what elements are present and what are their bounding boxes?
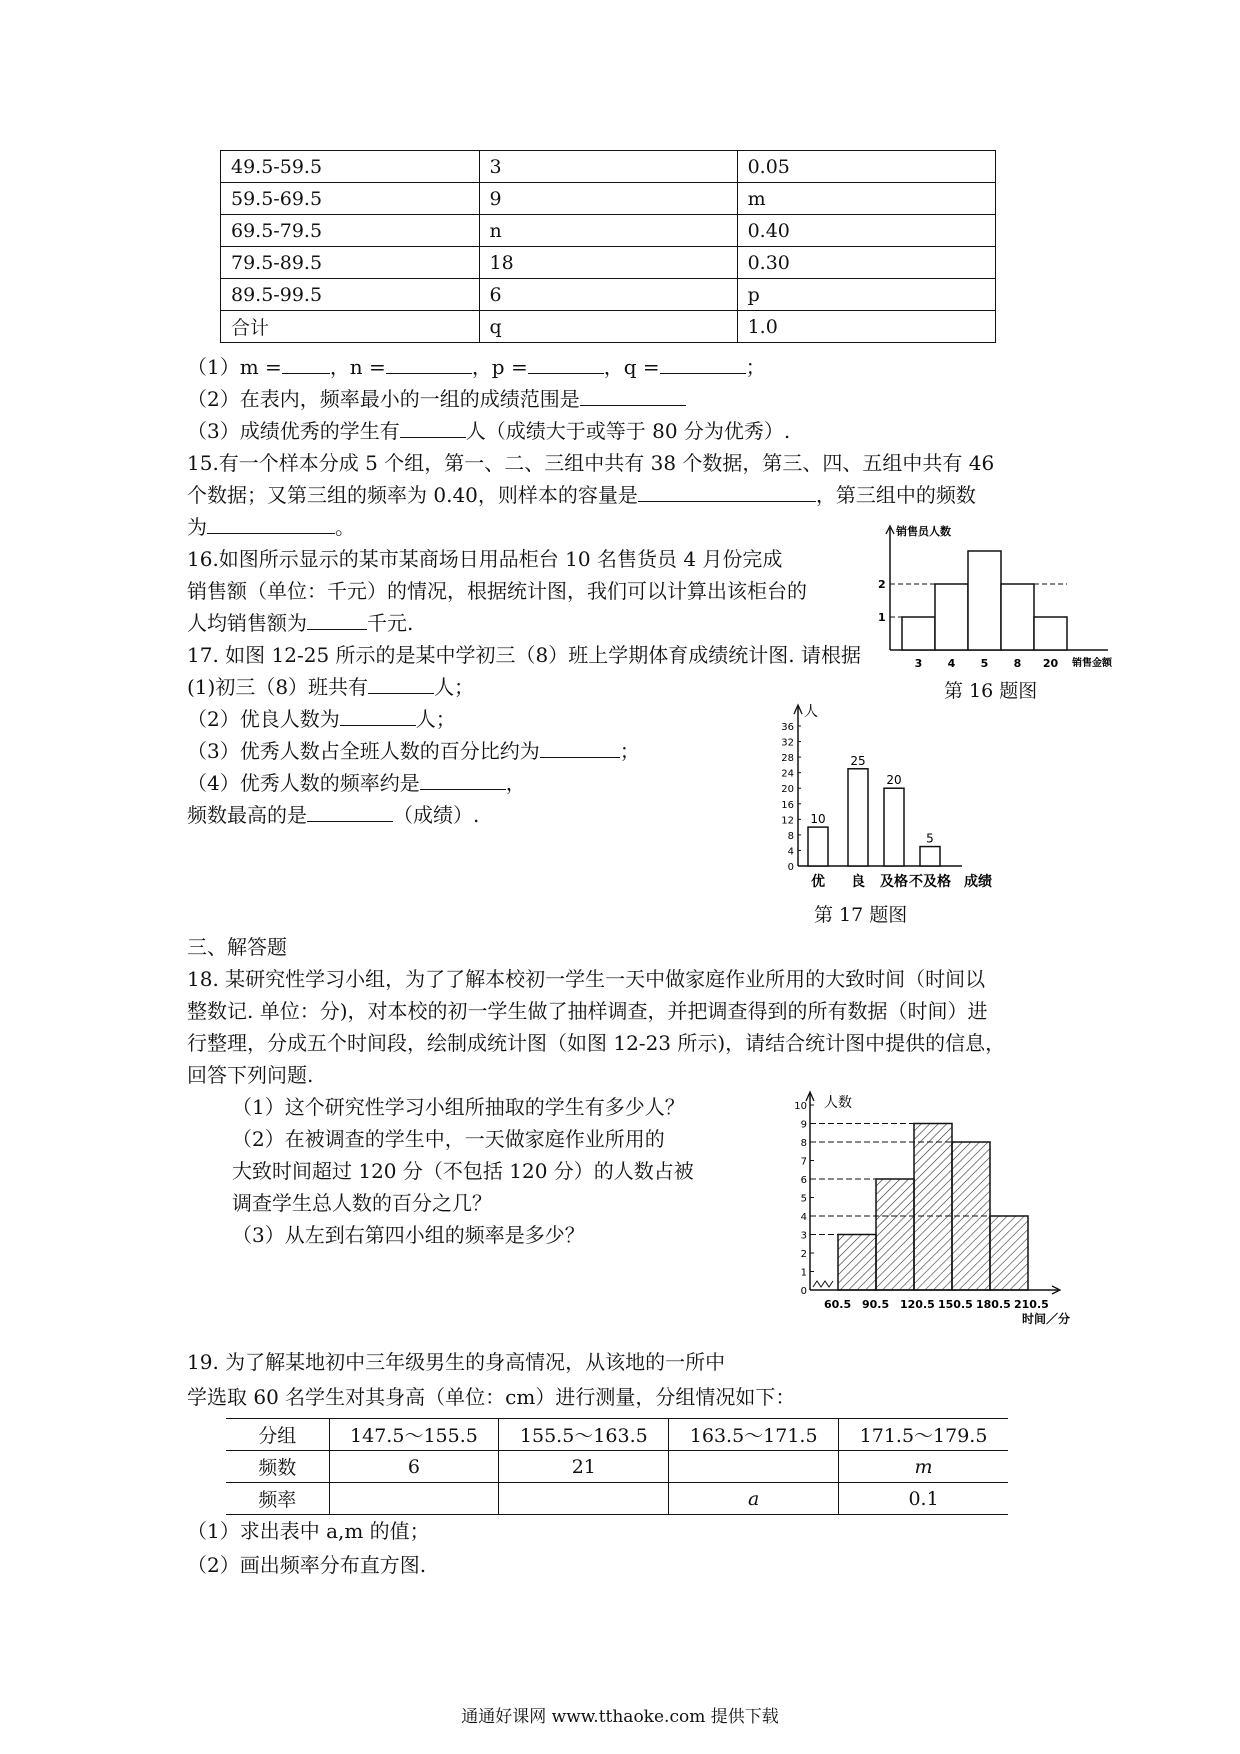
answer-blank [400,419,466,438]
y-tick-label: 24 [781,768,794,780]
q18-part3: （3）从左到右第四小组的频率是多少？ [232,1223,585,1247]
table-cell: 6 [479,279,737,311]
y-tick-label: 9 [800,1119,807,1131]
q18-part2-a: （2）在被调查的学生中，一天做家庭作业所用的 [232,1127,665,1151]
q18-line1: 18. 某研究性学习小组，为了了解本校初一学生一天中做家庭作业所用的大致时间（时间以 [187,967,986,991]
x-tick-label: 120.5 [900,1298,935,1311]
bar [876,1179,914,1290]
table-cell: 9 [479,183,737,215]
q14-q-label: ，q = [603,355,660,379]
punctuation: ； [745,355,766,379]
x-tick-label: 5 [980,657,989,670]
answer-blank [528,355,604,374]
answer-blank [386,355,472,374]
y-tick-label: 16 [781,799,794,811]
data-label: 5 [926,831,934,846]
y-tick-label: 4 [787,846,794,858]
q17-bar-chart [770,698,1000,890]
q16-line2: 销售额（单位：千元）的情况，根据统计图，我们可以计算出该柜台的 [187,579,807,603]
q15-text-2: ，第三组中的频数 [815,483,976,507]
y-axis-label: 人 [804,704,818,720]
y-tick-label: 1 [800,1267,807,1279]
bar [968,551,1001,650]
table-cell: 18 [479,247,737,279]
table-cell: 0.30 [737,247,995,279]
q18-part2-c: 调查学生总人数的百分之几？ [232,1191,492,1215]
q15-line2 [187,483,976,507]
table-cell: p [737,279,995,311]
answer-blank [580,387,686,406]
x-tick-label: 150.5 [938,1298,973,1311]
answer-blank [307,611,367,630]
answer-blank [368,675,434,694]
y-tick-label: 2 [878,578,886,591]
x-tick-label: 210.5 [1014,1298,1049,1311]
x-tick-label: 8 [1013,657,1022,670]
q17-text: （2）优良人数为 [187,707,340,731]
answer-blank [340,707,416,726]
table-cell: m [737,183,995,215]
y-tick-label: 5 [800,1193,807,1205]
q18-line3: 行整理，分成五个时间段，绘制成统计图（如图 12-23 所示)，请结合统计图中提供的信息， [187,1031,1006,1055]
q14-part2-text: （2）在表内，频率最小的一组的成绩范围是 [187,387,580,411]
table-cell: 频数 [226,1451,329,1483]
table-row [221,183,996,215]
bar [848,769,868,866]
table-cell: 频率 [226,1483,329,1515]
q14-part2 [187,387,686,411]
y-tick-label: 6 [800,1175,807,1186]
table-cell: 0.40 [737,215,995,247]
q17-text-2: ； [619,739,640,763]
data-label: 20 [886,773,902,788]
table-cell [329,1483,499,1515]
q14-part3-text-2: 人（成绩大于或等于 80 分为优秀）. [465,419,791,443]
x-axis-label: 销售金额 [1072,658,1112,669]
q14-part3-text: （3）成绩优秀的学生有 [187,419,400,443]
q18-line4: 回答下列问题. [187,1063,314,1087]
table-row [221,151,996,183]
x-tick-label: 180.5 [976,1298,1011,1311]
table-cell: 49.5-59.5 [221,151,480,183]
x-tick-label: 不及格 [909,874,951,890]
table-cell: a [669,1483,839,1515]
bar [1034,617,1067,650]
table-cell: 79.5-89.5 [221,247,480,279]
q18-part1: （1）这个研究性学习小组所抽取的学生有多少人？ [232,1095,685,1119]
bar [902,617,935,650]
answer-blank [307,803,393,822]
q17-part4 [187,771,526,795]
x-axis-label: 时间／分 [1022,1312,1071,1326]
y-tick-label: 8 [787,830,794,842]
x-tick-label: 60.5 [824,1298,852,1311]
x-axis-label: 成绩 [964,874,992,890]
table-cell [499,1483,669,1515]
q19-line2: 学选取 60 名学生对其身高（单位：cm）进行测量，分组情况如下： [187,1385,796,1409]
table-cell: 3 [479,151,737,183]
y-tick-label: 32 [781,737,794,749]
table-cell: 合计 [221,311,480,343]
table-cell: 0.1 [839,1483,1008,1515]
table-cell: 89.5-99.5 [221,279,480,311]
frequency-table-14 [220,150,996,343]
q16-caption: 第 16 题图 [944,680,1038,702]
table-cell: 155.5～163.5 [499,1419,669,1451]
q16-bar-chart [870,520,1130,670]
q14-part1 [187,355,766,379]
x-tick-label: 及格 [880,874,908,890]
y-tick-label: 7 [800,1156,807,1168]
table-row [221,215,996,247]
q17-text: 频数最高的是 [187,803,307,827]
y-tick-label: 20 [781,784,794,796]
q14-p-label: ，p = [471,355,528,379]
q17-part3 [187,739,640,763]
q19-part2: （2）画出频率分布直方图. [187,1553,427,1577]
bar [884,788,904,866]
y-tick-label: 0 [787,862,794,873]
q19-line1: 19. 为了解某地初中三年级男生的身高情况，从该地的一所中 [187,1350,726,1374]
x-tick-label: 3 [914,657,923,670]
table-row [221,247,996,279]
q17-part1 [187,675,474,699]
q17-text: (1)初三（8）班共有 [187,675,369,699]
y-tick-label: 10 [794,1101,807,1112]
table-cell: 69.5-79.5 [221,215,480,247]
section-heading: 三、解答题 [187,935,287,959]
q17-text-2: 人； [415,707,456,731]
page-footer: 通通好课网 www.tthaoke.com 提供下载 [461,1707,779,1727]
table-row [226,1483,1008,1515]
table-cell: q [479,311,737,343]
y-tick-label: 28 [781,753,794,765]
bar [914,1124,952,1291]
q15-text: 个数据；又第三组的频率为 0.40，则样本的容量是 [187,483,638,507]
table-cell: 1.0 [737,311,995,343]
q14-n-label: ，n = [329,355,386,379]
q18-part2-b: 大致时间超过 120 分（不包括 120 分）的人数占被 [232,1159,694,1183]
table-cell [669,1451,839,1483]
x-tick-label: 良 [851,874,865,890]
q19-part1: （1）求出表中 a,m 的值； [187,1519,430,1543]
answer-blank [638,483,816,502]
q16-text-2: 千元. [367,611,414,635]
answer-blank [420,771,506,790]
answer-blank [540,739,620,758]
bar [920,847,940,866]
y-axis-label: 人数 [824,1095,852,1111]
q17-text-2: 人； [434,675,475,699]
q18-histogram [790,1085,1100,1340]
x-tick-label: 90.5 [862,1298,890,1311]
table-cell: 147.5～155.5 [329,1419,499,1451]
q17-text: （4）优秀人数的频率约是 [187,771,420,795]
x-tick-label: 4 [947,657,956,670]
data-label: 25 [850,753,866,768]
answer-blank [660,355,746,374]
table-row [221,311,996,343]
height-frequency-table [226,1418,1008,1515]
y-tick-label: 36 [781,722,794,733]
table-cell: 21 [499,1451,669,1483]
table-cell: 163.5～171.5 [669,1419,839,1451]
table-row [221,279,996,311]
y-tick-label: 4 [800,1212,807,1223]
q17-text-2: ， [505,771,526,795]
table-cell: 59.5-69.5 [221,183,480,215]
q15-line1: 15.有一个样本分成 5 个组，第一、二、三组中共有 38 个数据，第三、四、五组中共有 46 [187,451,995,475]
punctuation: 。 [335,515,355,539]
q17-line1: 17. 如图 12-25 所示的是某中学初三（8）班上学期体育成绩统计图. 请根据 [187,643,861,667]
table-cell: n [479,215,737,247]
q17-caption: 第 17 题图 [814,904,908,926]
q18-line2: 整数记. 单位：分)，对本校的初一学生做了抽样调查，并把调查得到的所有数据（时间）进 [187,999,988,1023]
q16-text: 人均销售额为 [187,611,307,635]
table-cell: m [839,1451,1008,1483]
x-tick-label: 20 [1042,657,1059,670]
q17-text: （3）优秀人数占全班人数的百分比约为 [187,739,540,763]
x-tick-label: 优 [811,874,825,890]
y-tick-label: 1 [878,611,886,624]
bar [808,827,828,866]
y-axis-label: 销售员人数 [896,525,951,538]
table-cell: 171.5～179.5 [839,1419,1008,1451]
q14-m-label: （1）m = [187,355,282,379]
table-cell: 6 [329,1451,499,1483]
table-row [226,1419,1008,1451]
bar [838,1235,876,1291]
y-tick-label: 12 [781,815,794,827]
q16-line1: 16.如图所示显示的某市某商场日用品柜台 10 名售货员 4 月份完成 [187,547,783,571]
q14-part3 [187,419,790,443]
y-tick-label: 2 [800,1249,807,1260]
q15-text-3: 为 [187,515,207,539]
q17-text-2: （成绩）. [393,803,480,827]
y-tick-label: 8 [800,1138,807,1149]
q17-part2 [187,707,456,731]
q16-line3 [187,611,413,635]
q17-part5 [187,803,479,827]
bar [990,1216,1028,1290]
data-label: 10 [810,812,826,827]
y-tick-label: 3 [800,1230,807,1242]
table-row [226,1451,1008,1483]
answer-blank [207,515,335,534]
y-tick-label: 0 [800,1286,807,1297]
axis-break-icon [813,1281,833,1287]
bar [935,584,968,650]
table-cell: 分组 [226,1419,329,1451]
answer-blank [282,355,330,374]
bar [1001,584,1034,650]
table-cell: 0.05 [737,151,995,183]
q15-line3 [187,515,355,539]
